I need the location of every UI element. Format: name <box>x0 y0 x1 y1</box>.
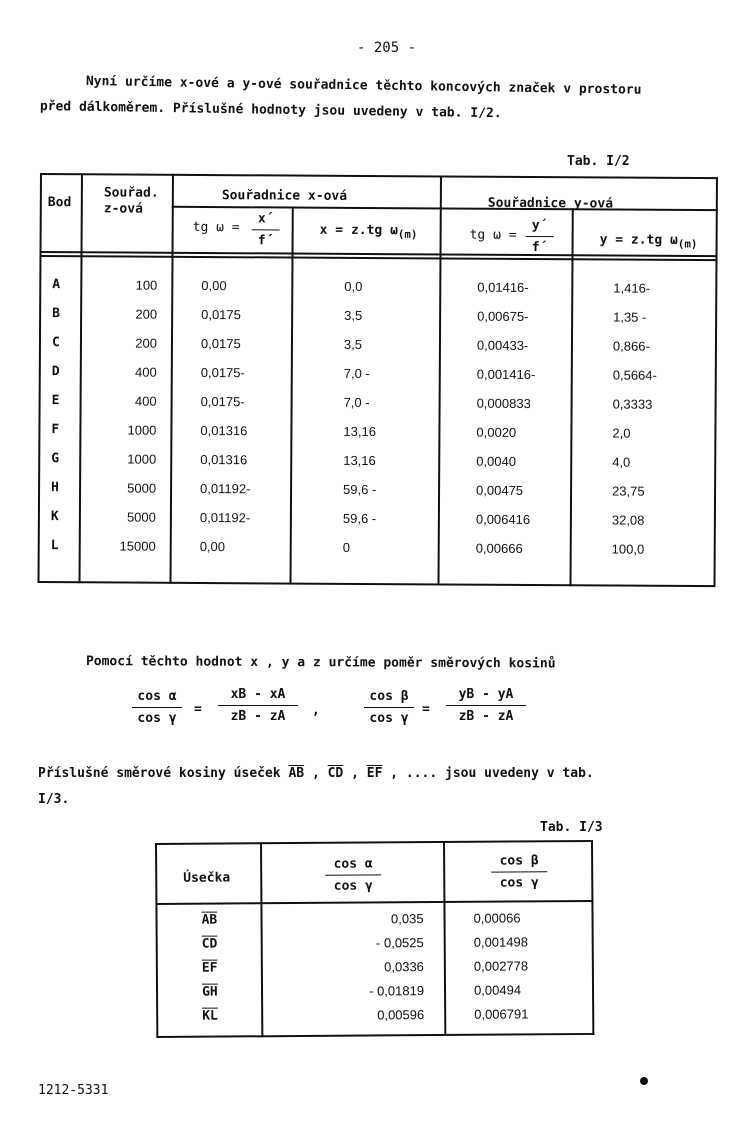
formula-comma: , <box>312 703 320 718</box>
row-tg-x: 0,0175 <box>200 335 241 352</box>
row-bod: L <box>50 538 59 554</box>
page-number: - 205 - <box>357 40 417 56</box>
header-souradnice-z-2: z-ová <box>103 201 143 217</box>
middle-line-3: I/3. <box>38 792 70 807</box>
header-x-formula-sub: (m) <box>397 227 418 241</box>
row-bod: B <box>52 306 61 322</box>
ink-dot <box>640 1077 648 1085</box>
row-z: 1000 <box>127 451 157 467</box>
header-cos-alpha-gamma <box>325 856 381 893</box>
header-tg-x-fraction <box>252 211 280 248</box>
header-cos-beta-gamma <box>491 853 547 890</box>
header-tg-y-fraction <box>526 218 554 255</box>
header-souradnice-z-1: Souřad. <box>103 185 159 201</box>
row-x: 13,16 <box>343 423 377 440</box>
formula1-right <box>218 687 298 724</box>
header-y-formula-sub: (m) <box>677 237 698 251</box>
row-y: 4,0 <box>612 454 631 470</box>
table-coordinates <box>37 173 719 587</box>
row-y: 0,5664- <box>612 367 657 383</box>
table1-caption: Tab. I/2 <box>567 154 630 169</box>
row-z: 400 <box>134 393 157 409</box>
header-tg-x-num: x´ <box>252 211 280 230</box>
row-tg-x: 0,0175 <box>201 306 241 323</box>
header-cos-beta: cos β <box>491 853 547 872</box>
row-bod: K <box>50 509 59 525</box>
row-cos-alpha-ratio: 0,0336 <box>384 959 424 975</box>
header-bod: Bod <box>47 195 72 211</box>
row-x: 59,6 - <box>343 481 377 498</box>
row-x: 3,5 <box>343 336 363 352</box>
header-tg-y-left: tg ω = <box>469 227 517 243</box>
header-tg-x-left: tg ω = <box>192 219 240 236</box>
header-cos-alpha: cos α <box>325 856 381 875</box>
row-tg-y: 0,006416 <box>475 511 531 528</box>
row-tg-x: 0,01192- <box>200 480 251 497</box>
row-cos-beta-ratio: 0,00494 <box>473 982 522 998</box>
header-x-formula <box>320 223 418 241</box>
header-y-formula <box>600 232 698 250</box>
row-cos-beta-ratio: 0,00066 <box>473 910 521 926</box>
row-cos-beta-ratio: 0,002778 <box>473 958 529 974</box>
row-z: 1000 <box>127 422 157 438</box>
row-bod: F <box>51 422 60 438</box>
intro-line-2: před dálkoměrem. Příslušné hodnoty jsou uvedeny v tab. I/2. <box>39 99 502 122</box>
line2-prefix: Příslušné směrové kosiny úseček <box>38 766 281 781</box>
row-y: 32,08 <box>611 512 645 528</box>
row-cos-alpha-ratio: - 0,0525 <box>375 935 424 951</box>
formula1-left-num: cos α <box>132 689 182 708</box>
segment-comma-1: , <box>311 766 320 781</box>
header-x-formula-text: x = z.tg ω <box>319 222 398 239</box>
row-x: 0 <box>342 539 350 555</box>
formula2-right-num: yB - yA <box>446 687 526 706</box>
row-y: 100,0 <box>611 541 645 557</box>
row-tg-y: 0,000833 <box>476 395 531 412</box>
row-bod: E <box>51 393 60 409</box>
formula2-left-num: cos β <box>364 689 414 708</box>
row-y: 0,3333 <box>612 396 653 412</box>
header-tg-y-num: y´ <box>526 218 554 237</box>
middle-line: Pomocí těchto hodnot x , y a z určíme poměr směrových kosinů <box>85 654 556 672</box>
row-tg-y: 0,00475 <box>476 482 524 498</box>
row-tg-x: 0,00 <box>201 277 227 294</box>
formula1-eq: = <box>194 702 202 717</box>
line2-suffix: , .... jsou uvedeny v tab. <box>390 766 594 781</box>
row-tg-x: 0,01192- <box>199 509 251 526</box>
row-bod: A <box>52 277 61 293</box>
header-tg-y-den: f´ <box>531 240 548 256</box>
row-tg-x: 0,01316 <box>200 451 248 468</box>
row-z: 200 <box>135 306 158 322</box>
row-bod: C <box>51 335 60 351</box>
row-tg-y: 0,00666 <box>475 540 523 556</box>
row-tg-y: 0,0040 <box>476 453 517 469</box>
header-group-x: Souřadnice x-ová <box>221 188 348 204</box>
row-bod: H <box>51 480 59 496</box>
row-x: 7,0 - <box>343 394 370 411</box>
row-segment: $\overline{AB}$ <box>201 912 218 928</box>
row-cos-alpha-ratio: - 0,01819 <box>369 983 425 999</box>
footer-code: 1212-5331 <box>38 1083 109 1098</box>
row-cos-alpha-ratio: 0,035 <box>390 911 424 927</box>
row-cos-alpha-ratio: 0,00596 <box>377 1007 425 1023</box>
formula2-right <box>446 687 526 724</box>
formula1-right-den: zB - zA <box>230 709 286 724</box>
row-x: 0,0 <box>344 278 363 294</box>
table-direction-cosines <box>155 840 596 1038</box>
row-z: 5000 <box>126 509 156 525</box>
intro-line-1: Nyní určíme x-ové a y-ové souřadnice těchto koncových značek v prostoru <box>85 74 642 98</box>
row-z: 15000 <box>119 538 156 554</box>
row-tg-x: 0,00 <box>199 538 226 555</box>
formula1-left <box>132 689 182 726</box>
formula2-right-den: zB - zA <box>458 709 514 724</box>
row-tg-x: 0,0175- <box>200 393 245 410</box>
row-segment: $\overline{GH}$ <box>201 984 218 1000</box>
row-x: 3,5 <box>344 307 363 323</box>
row-y: 1,35 - <box>613 309 647 325</box>
row-y: 1,416- <box>613 280 651 296</box>
row-y: 0,866- <box>612 338 650 354</box>
row-tg-y: 0,001416- <box>476 366 536 383</box>
row-y: 23,75 <box>612 483 645 499</box>
header-cos-gamma-2: cos γ <box>499 875 539 891</box>
header-y-formula-text: y = z.tg ω <box>599 232 678 248</box>
middle-line-2 <box>38 766 594 781</box>
header-cos-gamma-1: cos γ <box>333 878 373 894</box>
formula1-right-num: xB - xA <box>218 687 298 706</box>
formula2-left <box>364 689 414 726</box>
table2-caption: Tab. I/3 <box>540 820 603 835</box>
row-tg-y: 0,0020 <box>476 424 517 440</box>
row-tg-y: 0,00433- <box>476 337 529 353</box>
row-z: 5000 <box>127 480 157 496</box>
row-x: 7,0 - <box>343 365 370 382</box>
row-z: 400 <box>135 364 157 380</box>
header-useka: Úsečka <box>183 870 231 886</box>
segment-ab: $\overline{AB}$ <box>288 766 305 781</box>
row-bod: D <box>51 364 60 380</box>
row-tg-x: 0,0175- <box>200 364 245 381</box>
formula2-left-den: cos γ <box>369 711 409 726</box>
row-segment: $\overline{EF}$ <box>201 960 218 976</box>
header-tg-x-den: f´ <box>257 233 274 249</box>
segment-comma-2: , <box>351 766 359 781</box>
row-cos-beta-ratio: 0,001498 <box>473 934 528 950</box>
row-z: 100 <box>135 277 158 293</box>
row-z: 200 <box>135 335 158 351</box>
row-x: 59,6 - <box>342 510 377 527</box>
segment-cd: $\overline{CD}$ <box>327 766 344 781</box>
row-segment: $\overline{CD}$ <box>201 936 218 952</box>
header-group-y: Souřadnice y-ová <box>487 195 614 212</box>
row-tg-x: 0,01316 <box>200 422 248 439</box>
row-tg-y: 0,00675- <box>477 308 529 324</box>
row-segment: $\overline{KL}$ <box>202 1008 218 1024</box>
segment-ef: $\overline{EF}$ <box>366 766 383 781</box>
row-cos-beta-ratio: 0,006791 <box>474 1006 529 1022</box>
row-bod: G <box>51 451 60 467</box>
row-tg-y: 0,01416- <box>477 279 529 295</box>
row-x: 13,16 <box>343 452 376 469</box>
formula1-left-den: cos γ <box>137 711 177 726</box>
row-y: 2,0 <box>612 425 631 441</box>
formula2-eq: = <box>422 702 430 717</box>
